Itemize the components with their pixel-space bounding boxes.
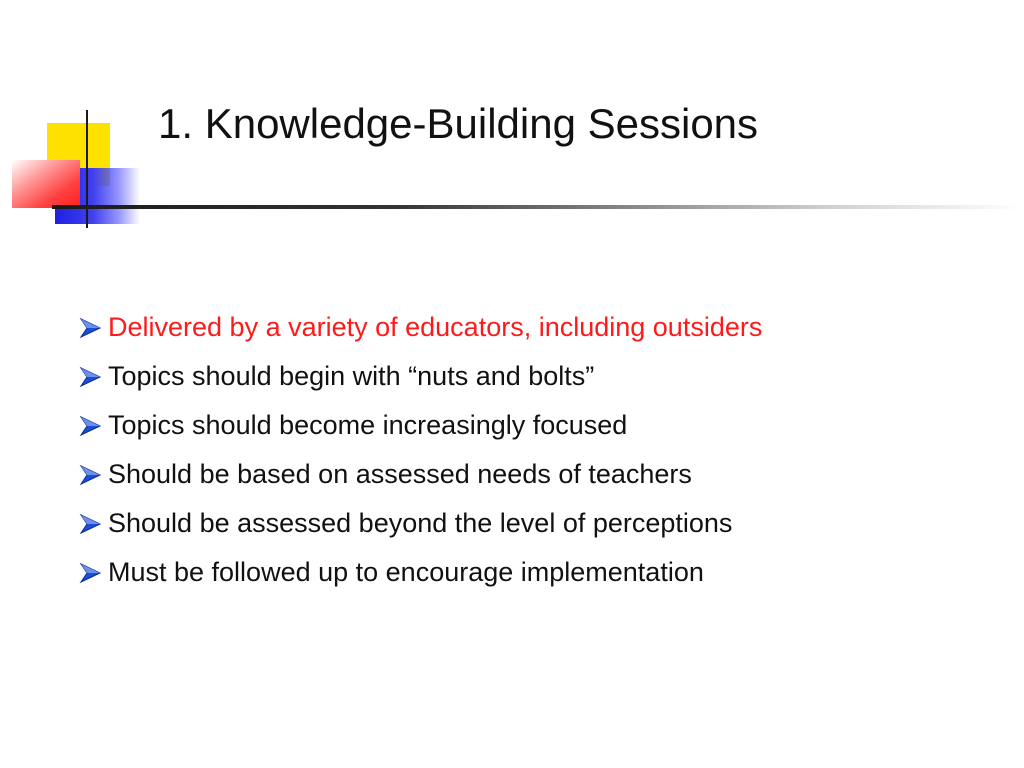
- arrow-bullet-icon: [74, 557, 106, 589]
- bullet-text: Topics should begin with “nuts and bolts”: [108, 361, 595, 391]
- title-underline-rule: [52, 205, 1024, 209]
- bullet-text: Topics should become increasingly focused: [108, 410, 628, 440]
- arrow-bullet-icon: [74, 459, 106, 491]
- bullet-text: Should be based on assessed needs of teachers: [108, 459, 692, 489]
- arrow-bullet-icon: [74, 410, 106, 442]
- slide-title: 1. Knowledge-Building Sessions: [158, 100, 759, 147]
- list-item: [74, 352, 762, 401]
- list-item: [74, 450, 762, 499]
- vertical-rule: [86, 110, 88, 228]
- bullet-text: Delivered by a variety of educators, including outsiders: [108, 312, 763, 342]
- list-item: [74, 499, 762, 548]
- red-square: [12, 160, 80, 208]
- decorative-logo: [0, 0, 160, 240]
- bullet-text: Must be followed up to encourage implementation: [108, 557, 704, 587]
- bullet-text: Should be assessed beyond the level of perceptions: [108, 508, 733, 538]
- list-item: [74, 548, 762, 597]
- list-item: [74, 401, 762, 450]
- arrow-bullet-icon: [74, 508, 106, 540]
- arrow-bullet-icon: [74, 312, 106, 344]
- list-item: [74, 303, 762, 352]
- bullet-list: [74, 303, 762, 597]
- arrow-bullet-icon: [74, 361, 106, 393]
